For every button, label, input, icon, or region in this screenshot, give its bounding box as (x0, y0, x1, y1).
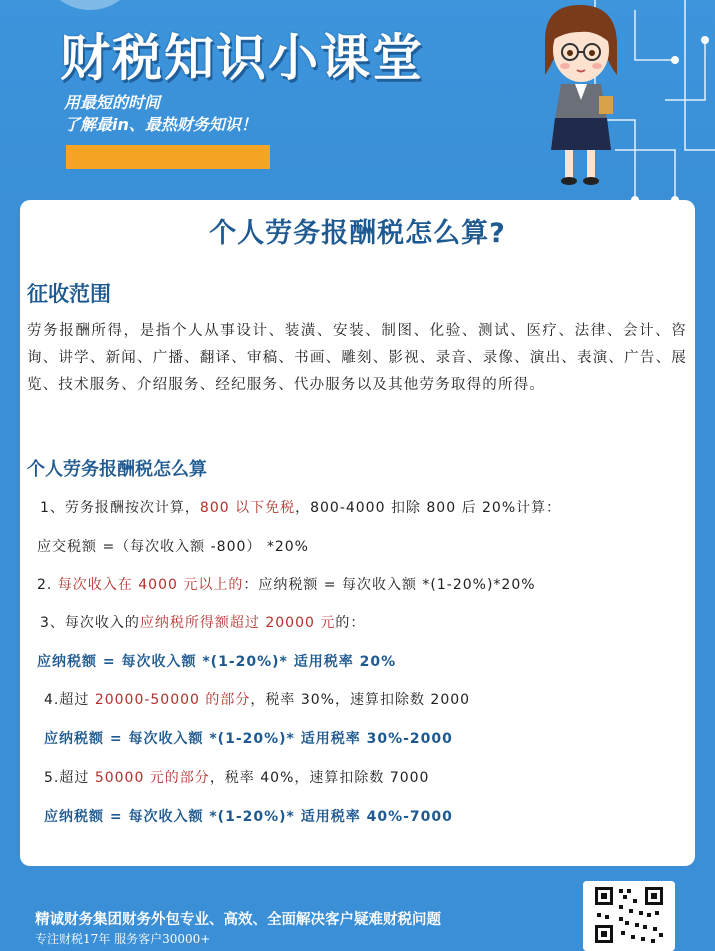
footer-slogan: 精诚财务集团财务外包专业、高效、全面解决客户疑难财税问题 (35, 911, 441, 928)
rule-4-suffix: ，税率 30%，速算扣除数 2000 (250, 692, 471, 708)
page-title: 财税知识小课堂 (60, 29, 424, 87)
rule-3-highlight: 应纳税所得额超过 20000 元 (139, 615, 336, 631)
rule-1-prefix: 1、劳务报酬按次计算， (40, 500, 200, 516)
rule-3-prefix: 3、每次收入的 (40, 615, 140, 631)
rule-2-highlight: 每次收入在 4000 元以上的 (57, 577, 244, 593)
content-card (20, 200, 695, 866)
subtitle-line-2: 了解最in、最热财务知识！ (64, 115, 257, 134)
section-heading-scope: 征收范围 (27, 282, 111, 306)
rule-5-prefix: 5.超过 (44, 770, 95, 786)
rule-item-5 (44, 767, 429, 787)
rule-item-3 (40, 612, 365, 632)
rule-item-1 (40, 497, 561, 517)
qr-code-icon[interactable] (583, 881, 675, 951)
footer-subtext: 专注财税17年 服务客户30000+ (35, 932, 211, 946)
subtitle (64, 92, 257, 136)
rule-item-4 (44, 689, 470, 709)
rule-4-prefix: 4.超过 (44, 692, 95, 708)
rule-2-suffix: ：应纳税额 = 每次收入额 *(1-20%)*20% (243, 577, 536, 593)
footer-banner (0, 866, 715, 946)
rule-5-suffix: ，税率 40%，速算扣除数 7000 (209, 770, 430, 786)
decorative-shape (40, 0, 140, 10)
rule-1-highlight: 800 以下免税 (199, 500, 296, 516)
rule-4-highlight: 20000-50000 的部分 (94, 692, 251, 708)
formula-3: 应纳税额 = 每次收入额 *(1-20%)* 适用税率 20% (37, 654, 397, 670)
rule-3-suffix: 的： (335, 615, 366, 631)
rule-2-prefix: 2. (37, 577, 58, 593)
teacher-avatar-illustration (525, 0, 635, 190)
formula-4: 应纳税额 = 每次收入额 *(1-20%)* 适用税率 30%-2000 (44, 731, 453, 747)
section-heading-calculation: 个人劳务报酬税怎么算 (27, 459, 207, 480)
formula-1: 应交税额 =（每次收入额 -800） *20% (37, 539, 309, 555)
card-title: 个人劳务报酬税怎么算? (209, 218, 506, 249)
rule-item-2 (37, 574, 536, 594)
formula-5: 应纳税额 = 每次收入额 *(1-20%)* 适用税率 40%-7000 (44, 809, 453, 825)
rule-1-suffix: ，800-4000 扣除 800 后 20%计算： (295, 500, 562, 516)
header-banner (0, 0, 715, 205)
subtitle-line-1: 用最短的时间 (64, 93, 161, 112)
rule-5-highlight: 50000 元的部分 (94, 770, 210, 786)
accent-bar (66, 145, 270, 169)
scope-paragraph: 劳务报酬所得，是指个人从事设计、装潢、安装、制图、化验、测试、医疗、法律、会计、咨询、讲学、新闻、广播、翻译、审稿、书画、雕刻、影视、录音、录像、演出、表演、广告、展览、技术服务、介绍服务、经纪服务、代办服务以及其他劳务取得的所得。 (27, 323, 687, 393)
